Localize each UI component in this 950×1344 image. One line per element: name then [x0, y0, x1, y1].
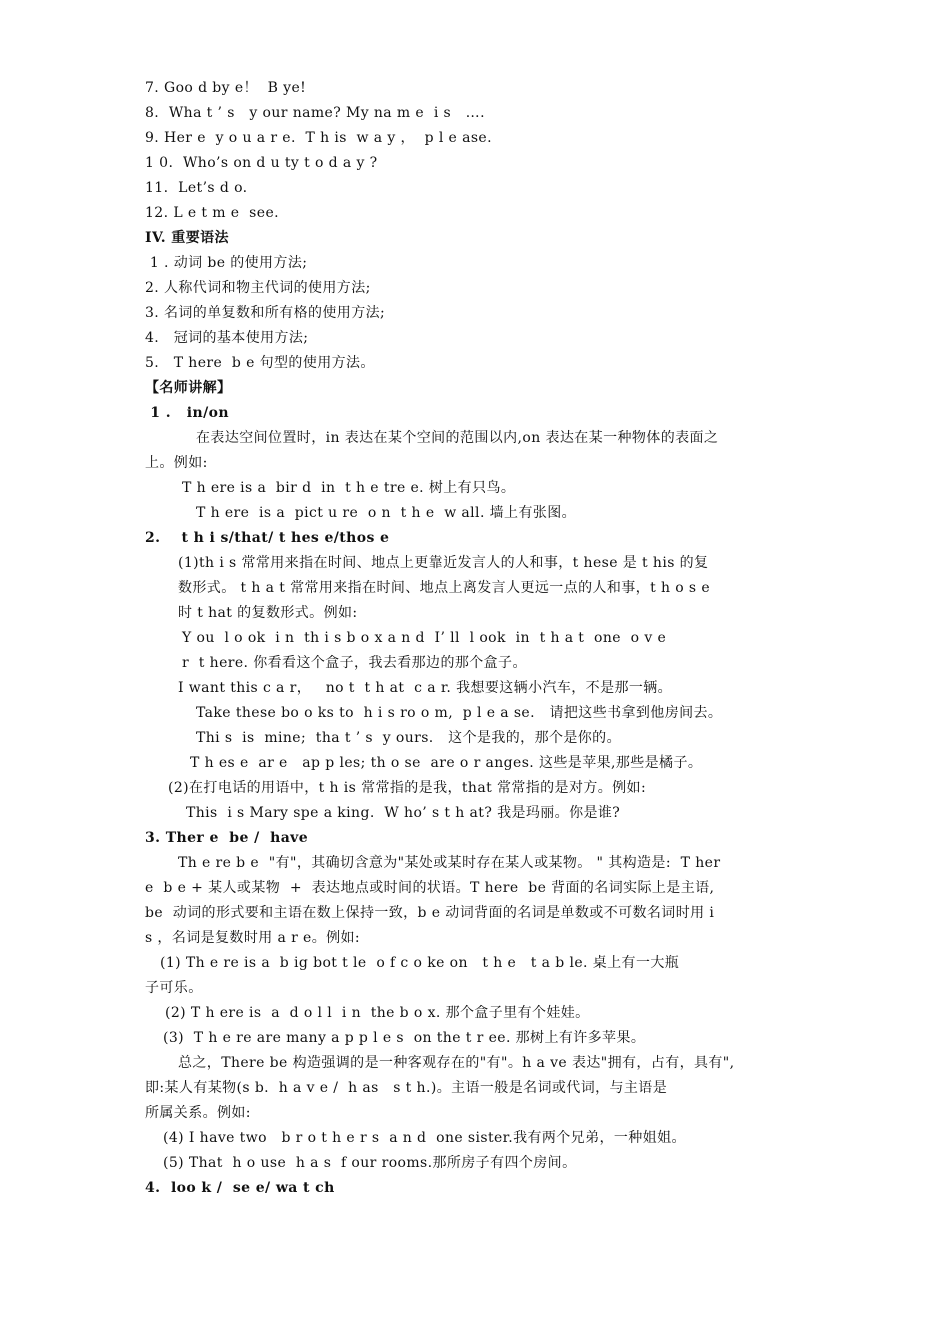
text-line-12: 12. L e t m e see. — [145, 205, 279, 221]
grammar-item-5: 5. T here b e 句型的使用方法。 — [145, 355, 375, 371]
topic-heading-in-on: 1 . in/on — [145, 405, 229, 421]
grammar-item-1: 1 . 动词 be 的使用方法; — [145, 255, 308, 271]
example-line: Y ou l o ok i n th i s b o x a n d I’ ll l ook in t h a t one o v e — [182, 630, 667, 646]
example-line: T h ere is a bir d in t h e tre e. 树上有只鸟。 — [182, 480, 516, 496]
paragraph-line: e b e + 某人或某物 + 表达地点或时间的状语。T here be 背面的名词实际上是主语, — [145, 880, 715, 896]
grammar-item-4: 4. 冠词的基本使用方法; — [145, 330, 309, 346]
example-line: 子可乐。 — [145, 980, 203, 996]
paragraph-line: 上。例如: — [145, 455, 208, 471]
paragraph-line: (1)th i s 常常用来指在时间、地点上更靠近发言人的人和事，t hese 是 t his 的复 — [178, 555, 709, 571]
example-line: r t here. 你看看这个盒子，我去看那边的那个盒子。 — [182, 655, 527, 671]
text-line-7: 7. Goo d by e！ B ye! — [145, 80, 307, 96]
topic-heading-there-be: 3. Ther e be / have — [145, 830, 309, 846]
example-line: T h es e ar e ap p les; th o se are o r anges. 这些是苹果,那些是橘子。 — [190, 755, 703, 771]
example-line: Thi s is mine; tha t ’ s y ours. 这个是我的，那个是你的。 — [196, 730, 621, 746]
paragraph-line: 数形式。 t h a t 常常用来指在时间、地点上离发言人更远一点的人和事，t h o s e — [178, 580, 711, 596]
text-line-9: 9. Her e y o u a r e. T h is w a y ， p l e ase. — [145, 130, 492, 146]
example-line: (1) Th e re is a b ig bot t le o f c o ke on t h e t a b le. 桌上有一大瓶 — [160, 955, 680, 971]
paragraph-line: (2)在打电话的用语中，t h is 常常指的是我，that 常常指的是对方。例如: — [168, 780, 647, 796]
example-line: T h ere is a pict u re o n t h e w all. 墙上有张图。 — [196, 505, 577, 521]
topic-heading-this-that: 2. t h i s/that/ t hes e/thos e — [145, 530, 390, 546]
paragraph-line: Th e re b e "有"，其确切含意为"某处或某时存在某人或某物。 " 其构造是: T her — [178, 855, 721, 871]
grammar-item-2: 2. 人称代词和物主代词的使用方法; — [145, 280, 371, 296]
section-heading-lecture: 【名师讲解】 — [145, 380, 232, 396]
paragraph-line: 时 t hat 的复数形式。例如: — [178, 605, 358, 621]
paragraph-line: 所属关系。例如: — [145, 1105, 251, 1121]
topic-heading-look-see-watch: 4. loo k / se e/ wa t ch — [145, 1180, 335, 1196]
example-line: This i s Mary spe a king. W ho’ s t h at? 我是玛丽。你是谁? — [186, 805, 621, 821]
example-line: Take these bo o ks to h i s ro o m, p l e a se. 请把这些书拿到他房间去。 — [196, 705, 723, 721]
paragraph-line: 即:某人有某物(s b. h a v e / h as s t h.)。主语一般是名词或代词，与主语是 — [145, 1080, 668, 1096]
paragraph-line: 总之，There be 构造强调的是一种客观存在的"有"。h a ve 表达"拥有，占有，具有", — [178, 1055, 735, 1071]
example-line: I want this c a r， no t t h at c a r. 我想要这辆小汽车，不是那一辆。 — [178, 680, 673, 696]
example-line: (4) I have two b r o t h e r s a n d one sister.我有两个兄弟，一种姐姐。 — [163, 1130, 686, 1146]
text-line-11: 11. Let’s d o. — [145, 180, 248, 196]
text-line-10: 1 0. Who’s on d u ty t o d a y ? — [145, 155, 378, 171]
paragraph-line: be 动词的形式要和主语在数上保持一致，b e 动词背面的名词是单数或不可数名词时用 i — [145, 905, 715, 921]
grammar-item-3: 3. 名词的单复数和所有格的使用方法; — [145, 305, 386, 321]
example-line: (3) T h e re are many a p p l e s on the t r ee. 那树上有许多苹果。 — [163, 1030, 646, 1046]
paragraph-line: s ，名词是复数时用 a r e。例如: — [145, 930, 361, 946]
paragraph-line: 在表达空间位置时，in 表达在某个空间的范围以内,on 表达在某一种物体的表面之 — [196, 430, 719, 446]
text-line-8: 8. Wha t ’ s y our name? My na m e i s …. — [145, 105, 485, 121]
section-heading-grammar: IV. 重要语法 — [145, 230, 229, 246]
example-line: (5) That h o use h a s f our rooms.那所房子有四个房间。 — [163, 1155, 577, 1171]
example-line: (2) T h ere is a d o l l i n the b o x. 那个盒子里有个娃娃。 — [165, 1005, 590, 1021]
